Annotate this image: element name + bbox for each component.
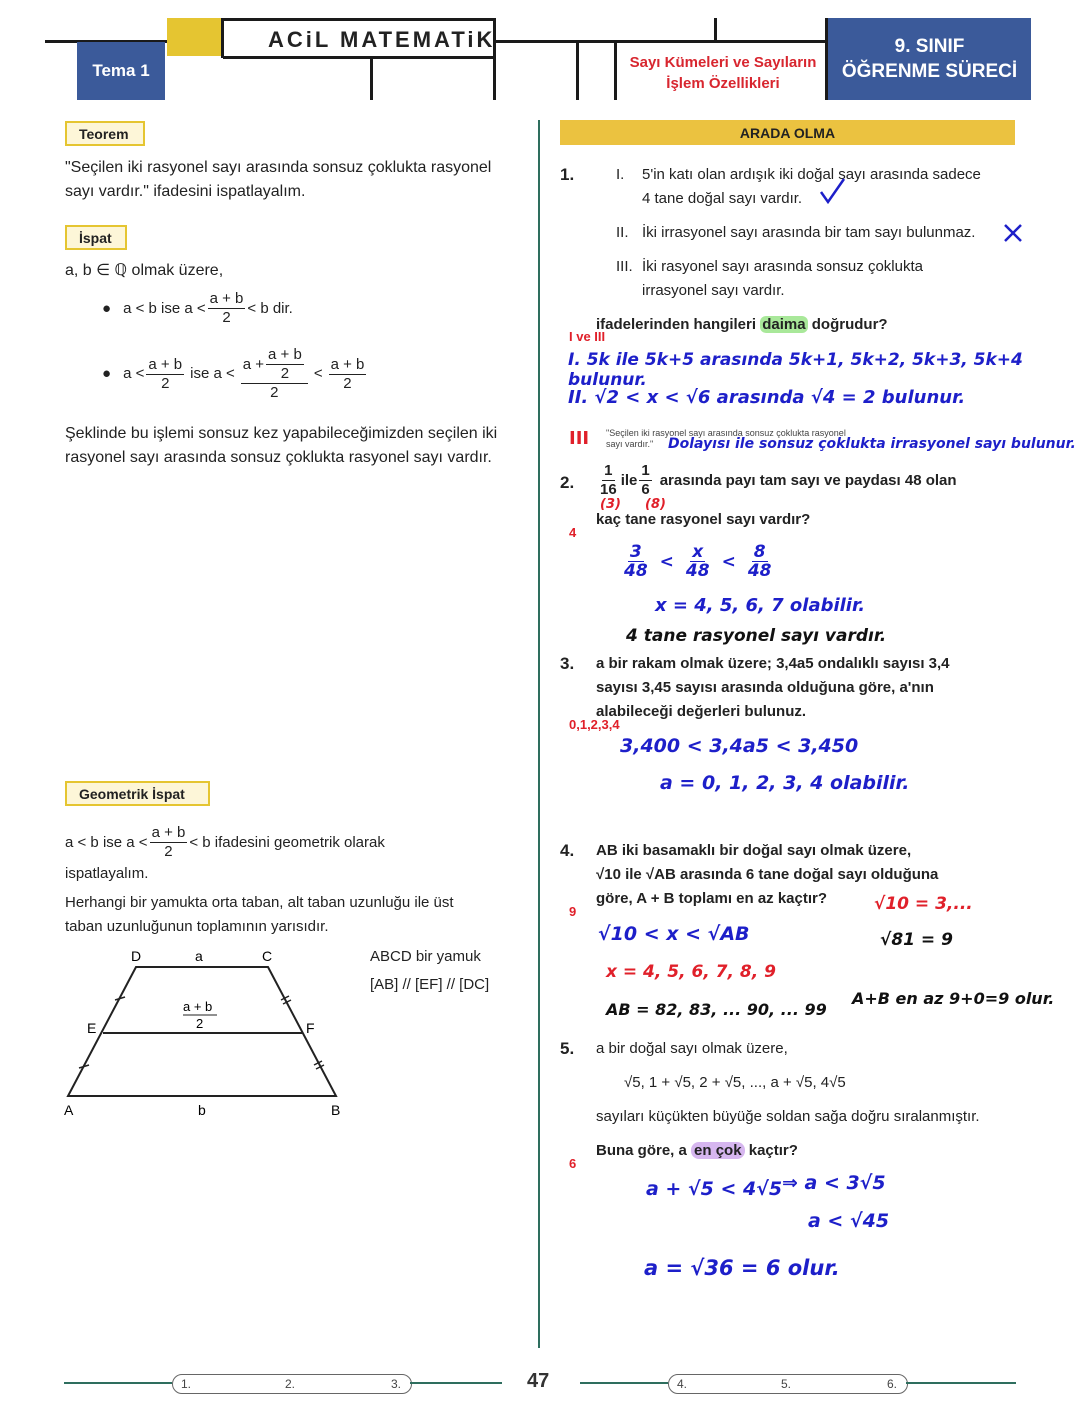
geo-text-line-2: taban uzunluğunun toplamının yarısıdır. [65,918,329,935]
ispat-intro: a, b ∈ ℚ olmak üzere, [65,262,224,279]
bullet-2: ● a < $\frac{a + b}{2}$ ise a < a + $\frac{a + b}{2}$ 2 < $\frac{a + b}{2}$ [102,346,365,401]
q5-text-2: sayıları küçükten büyüğe soldan sağa doğru sıralanmıştır. [596,1108,980,1125]
q1-hand-2: II. √2 < x < √6 arasında √4 = 2 bulunur. [568,387,966,408]
header-rule [493,40,828,43]
footer-rule [64,1382,172,1384]
label-b-vertex: B [331,1102,341,1118]
q1-iii-line-2: irrasyonel sayı vardır. [642,282,785,299]
subject-title [618,52,828,94]
footer-pill-6: 6. [887,1377,898,1391]
q4-number: 4. [560,841,575,860]
conclusion-text [65,422,535,470]
section-arada-olma: ARADA OLMA [560,120,1015,145]
q1-i-line-1: 5'in katı olan ardışık iki doğal sayı arasında sadece [642,166,981,183]
footer-pills-right [668,1374,908,1394]
q2-answer: 4 [569,525,577,540]
q1-question: ifadelerinden hangileri daima doğrudur? [596,316,888,333]
q3-hand-1: 3,400 < 3,4a5 < 3,450 [620,735,859,757]
q5-hand-2: ⇒ a < 3√5 [782,1172,886,1194]
conclusion-line-1: Şeklinde bu işlemi sonsuz kez yapabileceğimizden seçilen iki [65,425,498,442]
header-rule [223,56,496,59]
q5-answer: 6 [569,1156,577,1171]
b2-fraction: $\frac{a + b}{2}$ [148,355,183,392]
q2-mark-3: (3) [600,497,621,512]
header-divider [614,40,617,100]
label-mid-num: a + b [183,999,213,1014]
footer-rule [410,1382,502,1384]
grade-badge [828,18,1031,100]
q3-text: a bir rakam olmak üzere; 3,4a5 ondalıklı sayısı 3,4 sayısı 3,45 sayısı arasında olduğuna göre, a'nın alabileceği değerleri bulunuz. [596,655,950,720]
q1-hand-3: Dolayısı ile sonsuz çoklukta irrasyonel sayı bulunur. [668,436,1076,452]
geo-line-2: ispatlayalım. [65,865,149,882]
brand-logo [268,27,495,53]
header-divider [714,18,717,42]
q5-hand-4: a = √36 = 6 olur. [644,1256,840,1280]
tema-badge: Tema 1 [77,42,165,100]
q1-iii-line-1: İki rasyonel sayı arasında sonsuz çoklukta [642,258,923,275]
trapezoid-description [370,943,489,999]
footer-pill-3: 3. [391,1377,402,1391]
footer-pill-1: 1. [181,1377,192,1391]
q4-hand-3: AB = 82, 83, ... 90, ... 99 [606,1000,827,1019]
label-c: C [262,948,273,964]
geo-post: < b ifadesini geometrik olarak [189,833,385,851]
trapezoid-desc-1: ABCD bir yamuk [370,948,481,965]
header-divider [221,18,224,58]
footer-rule [906,1382,1016,1384]
grade-line-2: ÖĞRENME SÜRECİ [841,61,1018,82]
q1-hand-1: I. 5k ile 5k+5 arasında 5k+1, 5k+2, 5k+3, 5k+4 bulunur. [568,350,1023,390]
geo-fraction: $\frac{a + b}{2}$ [151,824,186,860]
q5-question: Buna göre, a en çok kaçtır? [596,1142,798,1159]
q2-hand-inequality: $\frac{3}{48}$ < $\frac{x}{48}$ < $\frac{8}{48}$ [624,542,772,581]
b2-ise: ise a < [190,365,235,382]
q3-number: 3. [560,654,575,673]
cross-mark-icon [1002,222,1024,244]
b2-lt: < [313,365,323,382]
b1-pre: a < b ise a < [123,299,206,317]
label-f: F [306,1020,315,1036]
q4-answer: 9 [569,904,577,919]
b1-post: < b dir. [247,299,293,317]
b2-a: a < [123,365,145,382]
q1-ii-label: II. [616,224,629,241]
subject-line-1: Sayı Kümeleri ve Sayıların [629,54,817,71]
geo-pre: a < b ise a < [65,833,148,851]
footer-pills-left [172,1374,412,1394]
q5-text-1: a bir doğal sayı olmak üzere, [596,1040,788,1057]
q2-hand-2: x = 4, 5, 6, 7 olabilir. [655,595,866,616]
page-number: 47 [527,1370,550,1392]
grade-line-1: 9. SINIF [894,36,965,57]
teorem-text [65,156,535,204]
q1-ii-text: İki irrasyonel sayı arasında bir tam sayı bulunmaz. [642,224,976,241]
teorem-tag: Teorem [65,121,145,146]
subject-line-2: İşlem Özellikleri [666,75,780,92]
q5-hand-1: a + √5 < 4√5 [646,1178,783,1200]
footer-rule [580,1382,668,1384]
label-a: a [195,948,203,964]
q2-fraction-2: $\frac{1}{6}$ [641,462,650,498]
header-yellow-block [167,18,223,56]
q1-answer: I ve III [569,329,606,344]
highlight-daima: daima [762,316,806,333]
q5-number: 5. [560,1039,575,1058]
label-b: b [198,1102,206,1118]
header-divider [370,56,373,100]
q4-hand-red-1: √10 = 3,... [874,894,973,914]
q2-text-1: $\frac{1}{16}$ ile $\frac{1}{6}$ arasında payı tam sayı ve paydası 48 olan [600,462,957,498]
b2-last-fraction: $\frac{a + b}{2}$ [330,355,365,392]
q2-fraction-1: $\frac{1}{16}$ [600,462,617,498]
label-e: E [87,1020,97,1036]
geo-text [65,891,535,939]
q2-text-2: kaç tane rasyonel sayı vardır? [596,511,811,528]
q3-answer: 0,1,2,3,4 [569,717,620,732]
q1-hand-3-quote: "Seçilen iki rasyonel sayı arasında sonsuz çoklukta rasyonel sayı vardır." [606,428,846,449]
check-mark-icon [818,176,848,206]
footer-pill-4: 4. [677,1377,688,1391]
q5-hand-3: a < √45 [808,1210,890,1232]
footer-pill-5: 5. [781,1377,792,1391]
trapezoid-desc-2: [AB] // [EF] // [DC] [370,976,490,993]
q4-hand-4: A+B en az 9+0=9 olur. [852,989,1055,1008]
logo-text: ACiL MATEMATiK [268,27,496,52]
label-d: D [131,948,142,964]
trapezoid-outline [68,967,336,1096]
conclusion-line-2: rasyonel sayı arasında sonsuz çoklukta rasyonel sayı vardır. [65,449,492,466]
q1-hand-3-label: III [569,428,590,449]
q1-iii-text [642,255,923,303]
q4-hand-2: √81 = 9 [880,930,953,950]
label-mid-den: 2 [196,1016,204,1031]
q4-text: AB iki basamaklı bir doğal sayı olmak üzere, √10 ile √AB arasında 6 tane doğal sayı olduğuna göre, A + B toplamı en az kaçtır? [596,842,939,907]
q4-hand-red-2: x = 4, 5, 6, 7, 8, 9 [606,962,776,982]
ispat-tag: İspat [65,225,127,250]
teorem-line-1: "Seçilen iki rasyonel sayı arasında sonsuz çoklukta rasyonel [65,159,492,176]
q2-mark-8: (8) [645,497,666,512]
b2-nested-fraction: a + $\frac{a + b}{2}$ 2 [241,346,308,402]
q1-iii-label: III. [616,258,633,275]
label-a-vertex: A [64,1102,74,1118]
q3-hand-2: a = 0, 1, 2, 3, 4 olabilir. [660,772,910,794]
trapezoid-diagram [55,940,355,1125]
q4-hand-1: √10 < x < √AB [598,923,750,945]
q1-number: 1. [560,165,575,184]
q5-sequence: √5, 1 + √5, 2 + √5, ..., a + √5, 4√5 [624,1074,846,1091]
q2-number: 2. [560,473,575,492]
b1-fraction: $\frac{a + b}{2}$ [209,290,244,326]
teorem-line-2: sayı vardır." ifadesini ispatlayalım. [65,183,306,200]
header-divider [576,40,579,100]
q2-hand-3: 4 tane rasyonel sayı vardır. [626,626,887,646]
geometrik-ispat-tag: Geometrik İspat [65,781,210,806]
geo-statement [65,824,385,861]
geo-text-line-1: Herhangi bir yamukta orta taban, alt taban uzunluğu ile üst [65,894,454,911]
bullet-1: ● a < b ise a < $\frac{a + b}{2}$ < b dir. [102,290,293,326]
highlight-en-cok: en çok [691,1142,745,1159]
footer-pill-2: 2. [285,1377,296,1391]
q1-i-label: I. [616,166,625,183]
column-divider [538,120,540,1348]
q1-i-line-2: 4 tane doğal sayı vardır. [642,190,803,207]
header-rule [223,18,496,21]
